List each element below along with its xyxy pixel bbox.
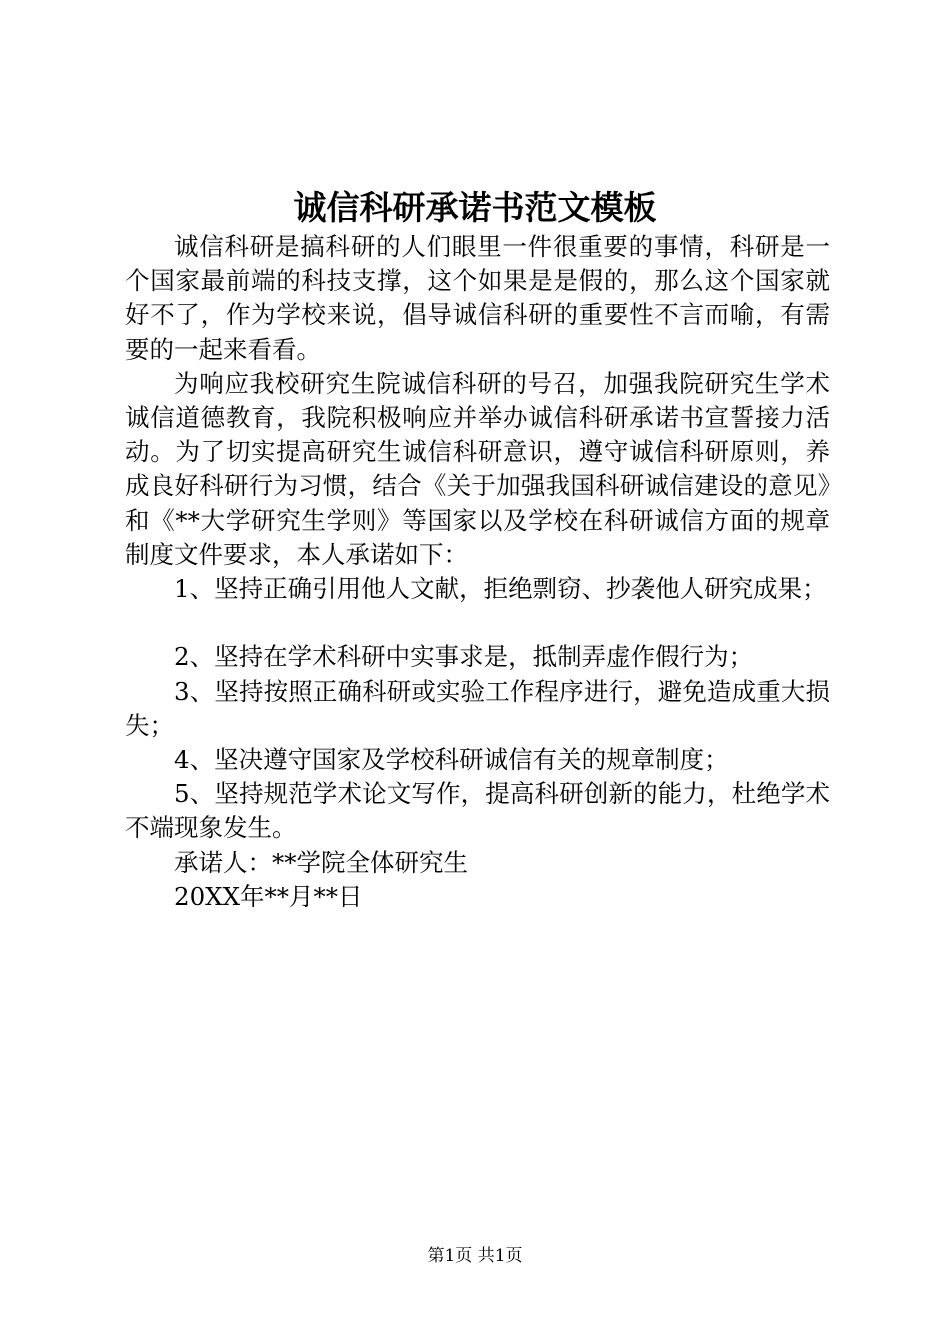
signatory-line: 承诺人：**学院全体研究生 (174, 847, 468, 877)
commitment-item-3: 3、坚持按照正确科研或实验工作程序进行，避免造成重大损失； (125, 676, 830, 740)
blank-line (125, 606, 830, 640)
background-paragraph: 为响应我校研究生院诚信科研的号召，加强我院研究生学术诚信道德教育，我院积极响应并举办诚信科研承诺书宣誓接力活动。为了切实提高研究生诚信科研意识，遵守诚信科研原则，养成良好科研行为习惯，结合《关于加强我国科研诚信建设的意见》和《**大学研究生学则》等国家以及学校在科研诚信方面的规章制度文件要求，本人承诺如下： (125, 368, 830, 569)
commitment-item-5: 5、坚持规范学术论文写作，提高科研创新的能力，杜绝学术不端现象发生。 (125, 779, 830, 843)
page-number-footer: 第1页 共1页 (427, 1246, 523, 1266)
page-title: 诚信科研承诺书范文模板 (293, 188, 657, 227)
document-body (125, 230, 830, 914)
intro-paragraph: 诚信科研是搞科研的人们眼里一件很重要的事情，科研是一个国家最前端的科技支撑，这个如果是是假的，那么这个国家就好不了，作为学校来说，倡导诚信科研的重要性不言而喻，有需要的一起来看看。 (125, 232, 830, 364)
date-line: 20XX年**月**日 (174, 881, 363, 911)
commitment-item-2: 2、坚持在学术科研中实事求是，抵制弄虚作假行为； (174, 642, 754, 672)
commitment-item-1: 1、坚持正确引用他人文献，拒绝剽窃、抄袭他人研究成果； (174, 574, 827, 604)
commitment-item-4: 4、坚决遵守国家及学校科研诚信有关的规章制度； (174, 745, 729, 775)
